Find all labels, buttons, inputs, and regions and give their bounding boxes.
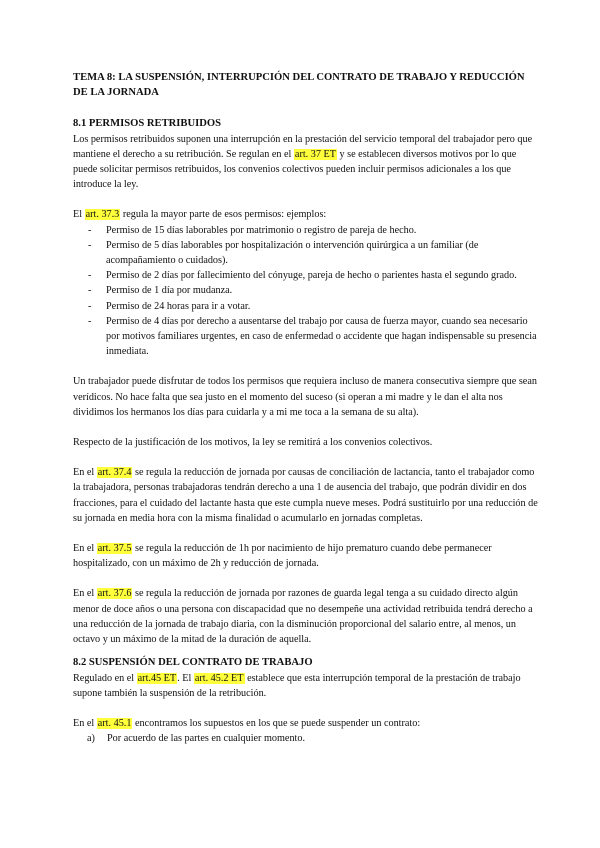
paragraph: En el art. 45.1 encontramos los supuestos en los que se puede suspender un contrato:	[73, 717, 421, 729]
list-item: - Permiso de 15 días laborables por matrimonio o registro de pareja de hecho.	[88, 223, 540, 238]
paragraph: El art. 37.3 regula la mayor parte de esos permisos: ejemplos:	[73, 209, 327, 221]
section-heading-permisos: 8.1 PERMISOS RETRIBUIDOS	[73, 118, 222, 130]
paragraph: Los permisos retribuidos suponen una interrupción en la prestación del servicio temporal del trabajador pero que mantiene el derecho a su retribución. Se regulan en el art. 37 ET y se establecen diversos motivos por lo que puede solicitar permisos retribuidos, los convenios colectivos pueden incluir permisos adicionales a los que introduce la ley.	[73, 133, 533, 191]
list-item: - Permiso de 2 días por fallecimiento del cónyuge, pareja de hecho o parientes hasta el segundo grado.	[88, 268, 540, 283]
paragraph: En el art. 37.6 se regula la reducción de jornada por razones de guarda legal tenga a su cuidado directo algún menor de doce años o una persona con discapacidad que no desempeñe una actividad retribuida tendrá derecho a una reducción de la jornada de trabajo diaria, con la disminución proporcional del salario entre, al menos, un octavo y un máximo de la mitad de la duración de aquella.	[73, 588, 533, 646]
list-item: - Permiso de 1 día por mudanza.	[88, 283, 540, 298]
article-highlight: art. 37.4	[97, 467, 132, 479]
paragraph: Respecto de la justificación de los motivos, la ley se remitirá a los convenios colectivos.	[73, 437, 433, 449]
paragraph: Regulado en el art.45 ET. El art. 45.2 ET establece que esta interrupción temporal de la prestación de trabajo supone también la suspensión de la retribución.	[73, 672, 521, 699]
section-heading-suspension: 8.2 SUSPENSIÓN DEL CONTRATO DE TRABAJO	[73, 657, 313, 669]
list-marker: a)	[87, 733, 95, 745]
paragraph: Un trabajador puede disfrutar de todos los permisos que requiera incluso de manera consecutiva siempre que sean verídicos. No hace falta que sea justo en el momento del suceso (si operan a mi madre y le dan el alta nos dividimos los hermanos los días para cuidarla y a mi me toca a la semana de su alta).	[73, 376, 537, 418]
document-title: TEMA 8: LA SUSPENSIÓN, INTERRUPCIÓN DEL CONTRATO DE TRABAJO Y REDUCCIÓN DE LA JORNADA	[73, 72, 525, 99]
list-item: a) Por acuerdo de las partes en cualquier momento.	[87, 731, 540, 746]
supuestos-list	[73, 731, 540, 746]
article-highlight: art. 37.6	[97, 588, 132, 600]
article-highlight: art. 45.2 ET	[194, 672, 244, 684]
list-item: - Permiso de 4 días por derecho a ausentarse del trabajo por causa de fuerza mayor, cuando sea necesario por motivos familiares urgentes, en caso de enfermedad o accidente que hagan indispensable su presencia inmediata.	[88, 314, 540, 360]
article-highlight: art. 37 ET	[294, 148, 336, 160]
article-highlight: art. 45.1	[97, 717, 132, 729]
permisos-list	[73, 223, 540, 360]
article-highlight: art. 37.5	[97, 543, 132, 555]
list-item: - Permiso de 24 horas para ir a votar.	[88, 299, 540, 314]
paragraph: En el art. 37.5 se regula la reducción de 1h por nacimiento de hijo prematuro cuando debe permanecer hospitalizado, con un máximo de 2h y reducción de jornada.	[73, 543, 492, 570]
list-item: - Permiso de 5 días laborables por hospitalización o intervención quirúrgica a un familiar (de acompañamiento o cuidados).	[88, 238, 540, 268]
paragraph: En el art. 37.4 se regula la reducción de jornada por causas de conciliación de lactancia, tanto el trabajador como la trabajadora, personas trabajadoras tendrán derecho a una 1 de ausencia del trabajo, que podrán dividir en dos fracciones, para el cuidado del lactante hasta que este cumpla nueve meses. Podrá sustituirlo por una reducción de su jornada en media hora con la misma finalidad o acumularlo en jornadas completas.	[73, 467, 538, 524]
article-highlight: art. 37.3	[85, 209, 120, 221]
article-highlight: art.45 ET	[137, 672, 177, 684]
